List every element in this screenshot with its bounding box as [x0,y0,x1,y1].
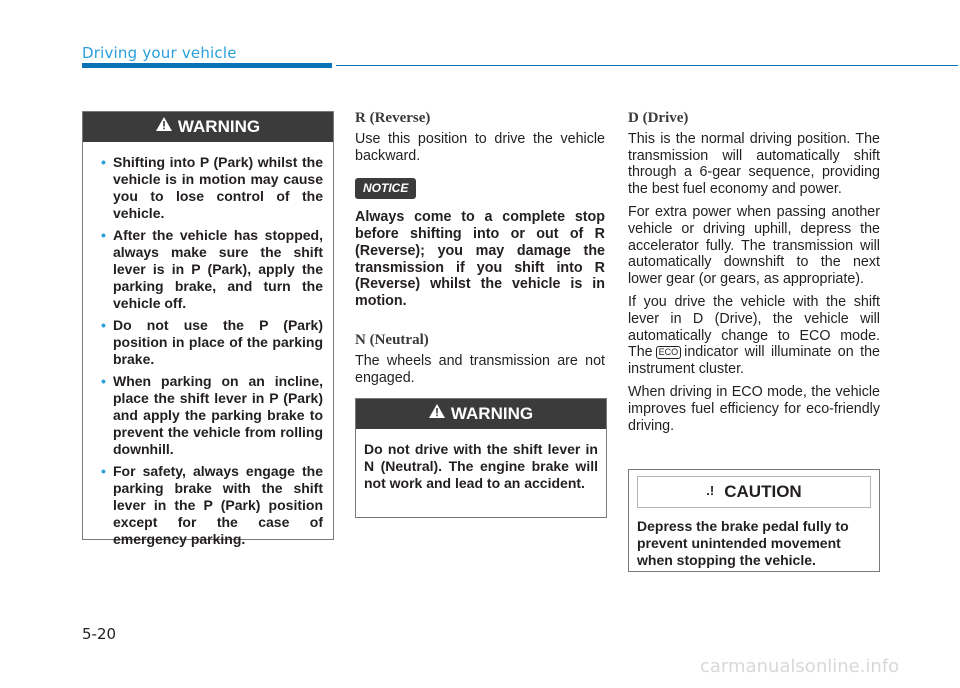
notice-badge: NOTICE [355,178,416,199]
caution-text: Depress the brake pedal fully to prevent unintended movement when stopping the vehicle. [637,518,849,568]
warning-text: Do not drive with the shift lever in N (Neutral). The engine brake will not work and lead to an accident. [364,441,598,491]
drive-heading: D (Drive) [628,110,689,126]
header-rule-thick [82,63,332,68]
warning-item: • Do not use the P (Park) position in place of the parking brake. [101,317,323,367]
notice-text: Always come to a complete stop before shifting into or out of R (Reverse); you may damage the transmission if you shift into R (Reverse) whilst the vehicle is in motion. [355,209,605,310]
drive-section [628,110,880,440]
warning-triangle-icon [156,111,172,141]
warning-box-middle [355,398,607,518]
drive-paragraph: For extra power when passing another vehicle or driving uphill, depress the accelerator fully. The transmission will automatically downshift to the next lower gear (or gears, as appropriate). [628,203,880,288]
drive-paragraph: When driving in ECO mode, the vehicle improves fuel efficiency for eco-friendly driving. [628,383,880,434]
caution-box-right [628,469,880,572]
caution-icon: .! [706,483,715,498]
section-title: Driving your vehicle [82,44,237,62]
warning-box-left [82,111,334,547]
reverse-heading: R (Reverse) [355,110,431,126]
drive-paragraph: This is the normal driving position. The transmission will automatically shift through a 6-gear sequence, providing the best fuel economy and power. [628,130,880,198]
warning-triangle-icon [429,398,445,428]
eco-indicator-icon: ECO [656,346,682,359]
caution-title: CAUTION [724,482,802,501]
watermark: carmanualsonline.info [700,656,900,677]
warning-header [356,399,606,429]
warning-item: • Shifting into P (Park) whilst the vehicle is in motion may cause you to lose control of the vehicle. [101,154,323,221]
reverse-section [355,110,605,392]
warning-header [83,112,333,142]
warning-title: WARNING [450,404,534,423]
warning-item: • After the vehicle has stopped, always make sure the shift lever is in P (Park), apply the parking brake, and turn the vehicle off. [101,227,323,311]
warning-item: • When parking on an incline, place the shift lever in P (Park) and apply the parking brake to prevent the vehicle from rolling downhill. [101,373,323,457]
header-rule-thin [336,65,958,66]
neutral-body: The wheels and transmission are not engaged. [355,352,605,386]
page-number: 5-20 [82,625,117,643]
reverse-body: Use this position to drive the vehicle backward. [355,130,605,164]
warning-title: WARNING [177,117,261,136]
drive-paragraph-eco: If you drive the vehicle with the shift lever in D (Drive), the vehicle will automatically change to ECO mode. The ECO indicator will illuminate on the instrument cluster. [628,293,880,378]
warning-body [83,142,333,563]
warning-item: • For safety, always engage the parking brake with the shift lever in the P (Park) position except for the case of emergency parking. [101,463,323,547]
neutral-heading: N (Neutral) [355,331,429,348]
caution-header [637,476,871,508]
